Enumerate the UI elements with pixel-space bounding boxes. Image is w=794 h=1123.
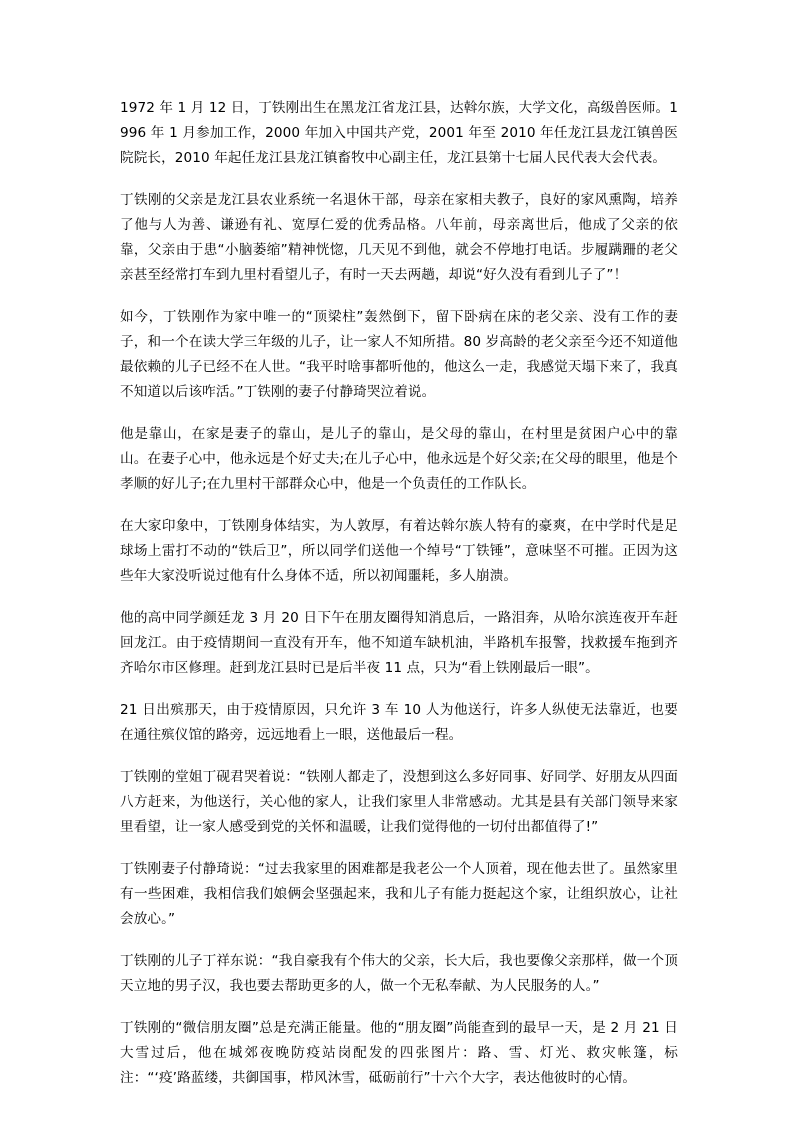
paragraph-wife-quote: 丁铁刚妻子付静琦说：“过去我家里的困难都是我老公一个人顶着，现在他去世了。虽然家里有一些困难，我相信我们娘俩会坚强起来，我和儿子有能力挺起这个家，让组织放心，让社会放心。” xyxy=(120,861,678,927)
paragraph-wechat-moments: 丁铁刚的“微信朋友圈”总是充满正能量。他的“朋友圈”尚能查到的最早一天，是 2 月 21 日大雪过后，他在城郊夜晚防疫站岗配发的四张图片：路、雪、灯光、救灾帐篷，标注：“‘疫’路蓝缕，共御国事，栉风沐雪，砥砺前行”十六个大字，表达他彼时的心情。 xyxy=(120,1020,678,1086)
paragraph-pillar: 如今，丁铁刚作为家中唯一的“顶梁柱”轰然倒下，留下卧病在床的老父亲、没有工作的妻子，和一个在读大学三年级的儿子，让一家人不知所措。80 岁高龄的老父亲至今还不知道他最依赖的儿子已经不在人世。“我平时啥事都听他的，他这么一走，我感觉天塌下来了，我真不知道以后该咋活。”丁铁刚的妻子付静琦哭泣着说。 xyxy=(120,309,678,400)
paragraph-impression: 在大家印象中，丁铁刚身体结实，为人敦厚，有着达斡尔族人特有的豪爽，在中学时代是足球场上雷打不动的“铁后卫”，所以同学们送他一个绰号“丁铁锤”，意味坚不可摧。正因为这些年大家没听说过他有什么身体不适，所以初闻噩耗，多人崩溃。 xyxy=(120,518,678,584)
paragraph-cousin-quote: 丁铁刚的堂姐丁砚君哭着说：“铁刚人都走了，没想到这么多好同事、好同学、好朋友从四面八方赶来，为他送行，关心他的家人，让我们家里人非常感动。尤其是县有关部门领导来家里看望，让一家人感受到党的关怀和温暖，让我们觉得他的一切付出都值得了!” xyxy=(120,769,678,835)
paragraph-support: 他是靠山，在家是妻子的靠山，是儿子的靠山，是父母的靠山，在村里是贫困户心中的靠山。在妻子心中，他永远是个好丈夫;在儿子心中，他永远是个好父亲;在父母的眼里，他是个孝顺的好儿子;在九里村干部群众心中，他是一个负责任的工作队长。 xyxy=(120,426,678,492)
paragraph-family: 丁铁刚的父亲是龙江县农业系统一名退休干部，母亲在家相夫教子，良好的家风熏陶，培养了他与人为善、谦逊有礼、宽厚仁爱的优秀品格。八年前，母亲离世后，他成了父亲的依靠，父亲由于患“小脑萎缩”精神恍惚，几天见不到他，就会不停地打电话。步履蹒跚的老父亲甚至经常打车到九里村看望儿子，有时一天去两趟，却说“好久没有看到儿子了”！ xyxy=(120,192,678,283)
document-body xyxy=(120,96,678,1108)
paragraph-funeral: 21 日出殡那天，由于疫情原因，只允许 3 车 10 人为他送行，许多人纵使无法靠近，也要在通往殡仪馆的路旁，远远地看上一眼，送他最后一程。 xyxy=(120,702,678,743)
paragraph-classmate: 他的高中同学颜廷龙 3 月 20 日下午在朋友圈得知消息后，一路泪奔，从哈尔滨连夜开车赶回龙江。由于疫情期间一直没有开车，他不知道车缺机油，半路机车报警，找救援车拖到齐齐哈尔市区修理。赶到龙江县时已是后半夜 11 点，只为“看上铁刚最后一眼”。 xyxy=(120,610,678,676)
paragraph-son-quote: 丁铁刚的儿子丁祥东说：“我自豪我有个伟大的父亲，长大后，我也要像父亲那样，做一个顶天立地的男子汉，我也要去帮助更多的人，做一个无私奉献、为人民服务的人。” xyxy=(120,953,678,994)
paragraph-biography: 1972 年 1 月 12 日，丁铁刚出生在黑龙江省龙江县，达斡尔族，大学文化，高级兽医师。1996 年 1 月参加工作，2000 年加入中国共产党，2001 年至 2010 年任龙江县龙江镇兽医院院长，2010 年起任龙江县龙江镇畜牧中心副主任，龙江县第十七届人民代表大会代表。 xyxy=(120,100,678,166)
